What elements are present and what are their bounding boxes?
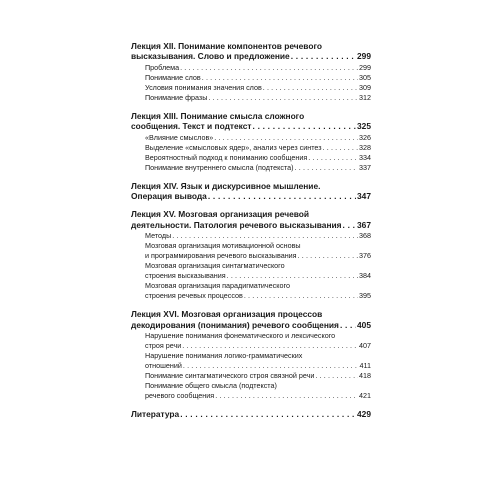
page-number: 411 — [359, 361, 371, 371]
dot-leader — [202, 73, 358, 83]
page-number: 312 — [359, 92, 371, 102]
toc-section — [131, 209, 371, 301]
page-number: 334 — [359, 152, 371, 162]
page-number: 368 — [359, 231, 371, 241]
entry-line2: речевого сообщения — [145, 391, 215, 401]
toc-entry[interactable] — [145, 261, 371, 281]
page-number: 309 — [359, 82, 371, 92]
entry-line1: Нарушение понимания фонематического и лексического — [145, 331, 336, 341]
dot-leader — [295, 163, 358, 173]
toc-entry[interactable] — [145, 371, 371, 381]
subsection-list — [145, 133, 371, 173]
entry-line2: и программирования речевого высказывания — [145, 251, 297, 261]
dot-leader — [180, 63, 358, 73]
page-number: 367 — [357, 219, 371, 230]
toc-entry[interactable] — [145, 351, 371, 371]
toc-entry[interactable] — [145, 73, 371, 83]
toc-entry[interactable] — [145, 143, 371, 153]
entry-line2: Вероятностный подход к пониманию сообщения — [145, 152, 308, 162]
entry-line2: Понимание фразы — [145, 92, 208, 102]
entry-line2: Условия понимания значения слов — [145, 82, 262, 92]
section-title[interactable] — [131, 111, 371, 132]
subsection-list — [145, 63, 371, 103]
page-number: 407 — [359, 341, 371, 351]
section-title-line2: Литература — [131, 409, 180, 420]
dot-leader — [315, 371, 358, 381]
table-of-contents — [131, 41, 371, 427]
dot-leader — [215, 391, 358, 401]
page-number: 299 — [357, 51, 371, 62]
dot-leader — [244, 291, 358, 301]
toc-entry[interactable] — [145, 133, 371, 143]
dot-leader — [340, 320, 356, 330]
subsection-list — [145, 231, 371, 301]
section-title[interactable] — [131, 309, 371, 330]
dot-leader — [180, 409, 356, 419]
page-number: 418 — [359, 371, 371, 381]
page-number: 429 — [357, 409, 371, 420]
page-number: 305 — [359, 72, 371, 82]
page-number: 325 — [357, 121, 371, 132]
toc-entry[interactable] — [145, 241, 371, 261]
page-number: 299 — [359, 62, 371, 72]
entry-line1: Нарушение понимания логико-грамматических — [145, 351, 303, 361]
toc-entry[interactable] — [145, 281, 371, 301]
section-title-line2: сообщения. Текст и подтекст — [131, 121, 252, 132]
toc-entry[interactable] — [145, 63, 371, 73]
entry-line2: строя речи — [145, 341, 182, 351]
dot-leader — [323, 143, 358, 153]
entry-line2: Методы — [145, 231, 172, 241]
toc-entry[interactable] — [145, 83, 371, 93]
dot-leader — [291, 51, 356, 61]
page-number: 337 — [359, 162, 371, 172]
dot-leader — [263, 83, 358, 93]
toc-entry[interactable] — [145, 153, 371, 163]
section-title[interactable] — [131, 181, 371, 202]
section-title[interactable] — [131, 409, 371, 419]
page-number: 326 — [359, 132, 371, 142]
section-title[interactable] — [131, 209, 371, 230]
toc-entry[interactable] — [145, 231, 371, 241]
section-title-line1: Лекция XVI. Мозговая организация процессов — [131, 309, 323, 320]
toc-entry[interactable] — [145, 331, 371, 351]
entry-line2: Понимание слов — [145, 72, 201, 82]
dot-leader — [183, 361, 359, 371]
entry-line2: Выделение «смысловых ядер», анализ через синтез — [145, 142, 322, 152]
page-number: 405 — [357, 319, 371, 330]
toc-section — [131, 111, 371, 173]
toc-section — [131, 41, 371, 103]
toc-entry[interactable] — [145, 381, 371, 401]
entry-line2: «Влияние смыслов» — [145, 132, 214, 142]
toc-section — [131, 309, 371, 401]
page-number: 384 — [359, 271, 371, 281]
dot-leader — [298, 251, 358, 261]
section-title[interactable] — [131, 41, 371, 62]
page-number: 328 — [359, 142, 371, 152]
section-title-line2: декодирования (понимания) речевого сообщения — [131, 319, 339, 330]
entry-line2: Проблема — [145, 62, 180, 72]
dot-leader — [308, 153, 358, 163]
entry-line2: Понимание синтагматического строя связной речи — [145, 371, 315, 381]
dot-leader — [253, 121, 357, 131]
entry-line2: строения высказывания — [145, 271, 226, 281]
page-number: 421 — [359, 391, 371, 401]
entry-line1: Понимание общего смысла (подтекста) — [145, 381, 277, 391]
dot-leader — [343, 220, 356, 230]
section-title-line2: деятельности. Патология речевого высказывания — [131, 219, 342, 230]
entry-line1: Мозговая организация мотивационной основы — [145, 241, 301, 251]
section-title-line2: Операция вывода — [131, 191, 207, 202]
dot-leader — [208, 93, 358, 103]
entry-line2: строения речевых процессов — [145, 291, 243, 301]
dot-leader — [182, 341, 358, 351]
toc-entry[interactable] — [145, 93, 371, 103]
entry-line2: отношений — [145, 361, 182, 371]
entry-line2: Понимание внутреннего смысла (подтекста) — [145, 162, 294, 172]
section-title-line1: Лекция XII. Понимание компонентов речевого — [131, 41, 322, 51]
entry-line1: Мозговая организация парадигматического — [145, 281, 290, 291]
toc-entry[interactable] — [145, 163, 371, 173]
dot-leader — [214, 133, 358, 143]
subsection-list — [145, 331, 371, 401]
dot-leader — [172, 231, 358, 241]
section-title-line1: Лекция XIII. Понимание смысла сложного — [131, 110, 305, 121]
toc-section — [131, 409, 371, 419]
page-number: 395 — [359, 291, 371, 301]
section-title-line1: Лекция XV. Мозговая организация речевой — [131, 209, 310, 220]
section-title-line1: Лекция XIV. Язык и дискурсивное мышление. — [131, 180, 321, 191]
page-number: 376 — [359, 251, 371, 261]
toc-section — [131, 181, 371, 202]
page-number: 347 — [357, 191, 371, 202]
entry-line1: Мозговая организация синтагматического — [145, 261, 285, 271]
dot-leader — [227, 271, 358, 281]
section-title-line2: высказывания. Слово и предложение — [131, 51, 290, 62]
dot-leader — [208, 191, 356, 201]
